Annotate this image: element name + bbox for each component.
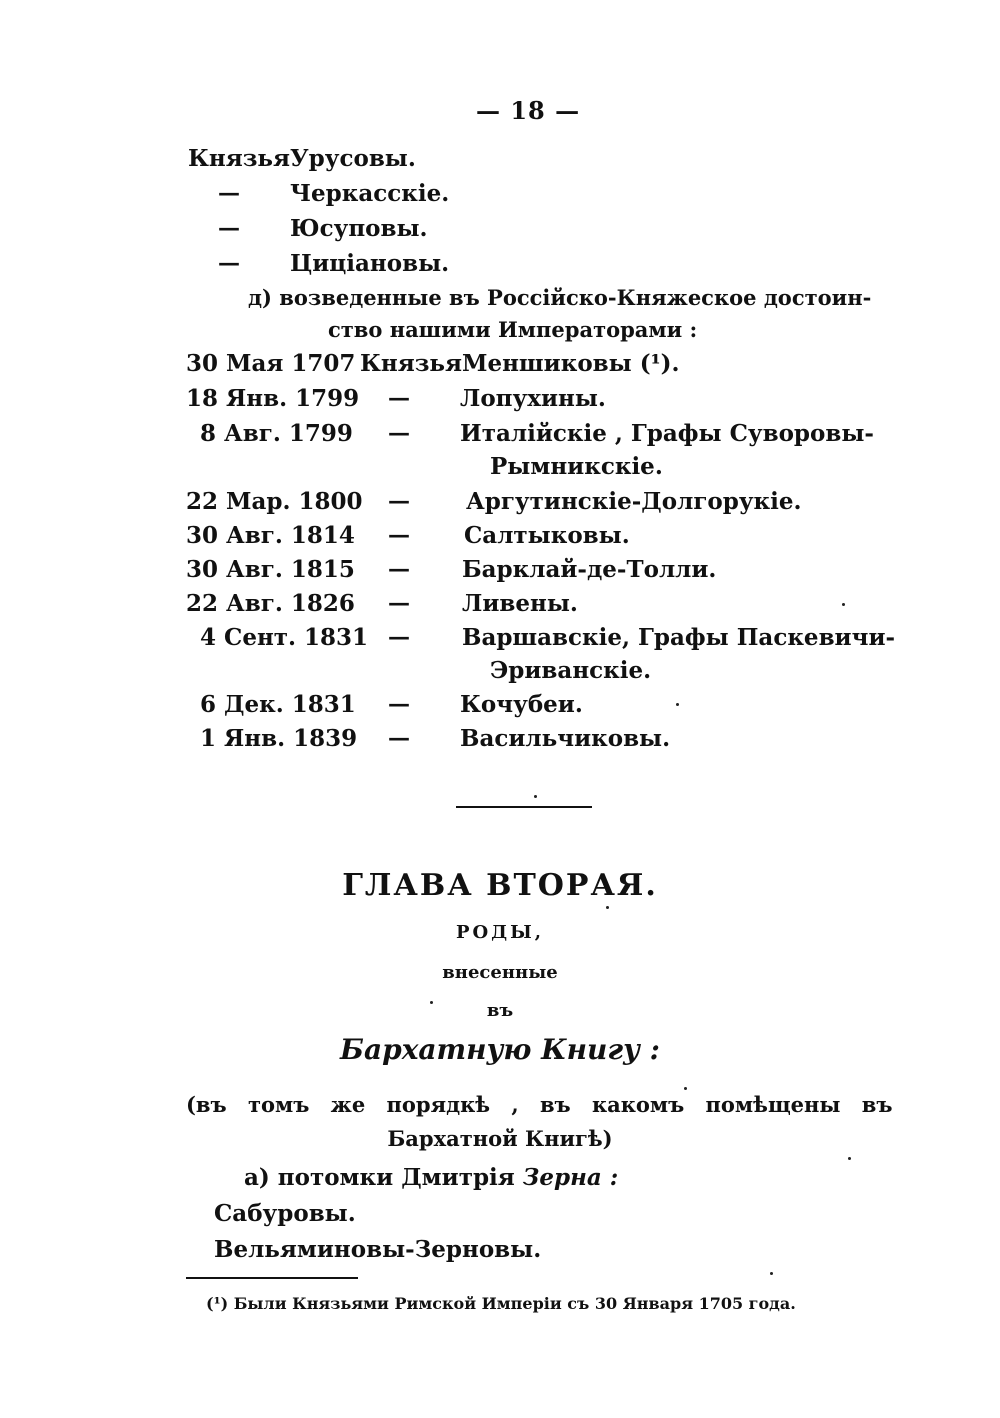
elevation-date: 4 Сент. 1831 [200, 624, 369, 651]
scan-speck [606, 906, 609, 909]
chapter-line-2: въ [486, 1000, 514, 1021]
chapter-book-title: Бархатную Книгу : [340, 1033, 660, 1066]
elevation-separator: — [388, 488, 410, 514]
elevation-separator: — [388, 420, 410, 446]
elevation-name: Барклай-де-Толли. [462, 556, 717, 583]
elevation-date: 22 Мар. 1800 [186, 488, 363, 515]
chapter-subtitle: РОДЫ, [455, 922, 545, 943]
footnote: (¹) Были Князьями Римской Имперіи съ 30 Января 1705 года. [206, 1294, 796, 1313]
page-number: — 18 — [476, 96, 581, 125]
scan-speck [430, 1001, 433, 1004]
elevation-name: Лопухины. [460, 385, 606, 412]
scan-speck [770, 1272, 773, 1275]
scan-speck [684, 1087, 687, 1090]
elevation-separator: — [388, 624, 410, 650]
section-d-heading-line1: д) возведенные въ Россійско-Княжеское достоин- [248, 285, 872, 310]
elevation-separator: — [388, 556, 410, 582]
elevation-date: 30 Авг. 1814 [186, 522, 355, 549]
elevation-name-continued: Рымникскіе. [490, 453, 663, 480]
elevation-name-continued: Эриванскіе. [490, 657, 652, 684]
elevation-separator: — [388, 522, 410, 548]
elevation-date: 22 Авг. 1826 [186, 590, 355, 617]
chapter-note-line-1: (въ томъ же порядкѣ , въ какомъ помѣщены въ [186, 1092, 893, 1117]
footnote-rule [186, 1277, 358, 1279]
scan-speck [848, 1157, 851, 1160]
elevation-separator: — [388, 691, 410, 717]
elevation-name: Ливены. [462, 590, 578, 617]
section-d-heading-line2: ство нашими Императорами : [328, 317, 698, 342]
chapter-line-1: внесенные [442, 962, 558, 983]
prince-dash: — [218, 180, 240, 206]
elevation-separator: — [388, 385, 410, 411]
prince-name: Урусовы. [290, 145, 416, 172]
scan-speck [842, 603, 845, 606]
prince-name: Юсуповы. [290, 215, 428, 242]
elevation-name: Салтыковы. [464, 522, 630, 549]
scan-speck [676, 703, 679, 706]
family-item: Сабуровы. [214, 1200, 356, 1227]
elevation-separator: — [388, 590, 410, 616]
elevation-name: Меншиковы (¹). [462, 350, 680, 377]
chapter-title: ГЛАВА ВТОРАЯ. [342, 868, 658, 903]
elevation-date: 30 Авг. 1815 [186, 556, 355, 583]
subsection-prefix: а) потомки Дмитрія [244, 1164, 515, 1191]
family-item: Вельяминовы-Зерновы. [214, 1236, 542, 1263]
section-divider [456, 806, 592, 808]
elevation-name: Кочубеи. [460, 691, 583, 718]
prince-name: Черкасскіе. [290, 180, 450, 207]
subsection-name: Зерна : [522, 1164, 619, 1191]
prince-dash: — [218, 215, 240, 241]
elevation-name: Аргутинскіе-Долгорукіе. [466, 488, 802, 515]
elevation-date: 30 Мая 1707 [186, 350, 356, 377]
subsection-heading [244, 1164, 618, 1191]
elevation-name: Варшавскіе, Графы Паскевичи- [462, 624, 896, 651]
scan-speck [534, 795, 537, 798]
elevation-date: 8 Авг. 1799 [200, 420, 353, 447]
elevation-name: Васильчиковы. [460, 725, 671, 752]
chapter-note-line-2: Бархатной Книгѣ) [387, 1126, 613, 1151]
prince-name: Циціановы. [290, 250, 450, 277]
prince-prefix: Князья [188, 145, 291, 172]
prince-dash: — [218, 250, 240, 276]
elevation-date: 1 Янв. 1839 [200, 725, 358, 752]
elevation-date: 6 Дек. 1831 [200, 691, 356, 718]
elevation-date: 18 Янв. 1799 [186, 385, 360, 412]
elevation-separator: — [388, 725, 410, 751]
elevation-separator: Князья [360, 350, 463, 377]
elevation-name: Италійскіе , Графы Суворовы- [460, 420, 874, 447]
